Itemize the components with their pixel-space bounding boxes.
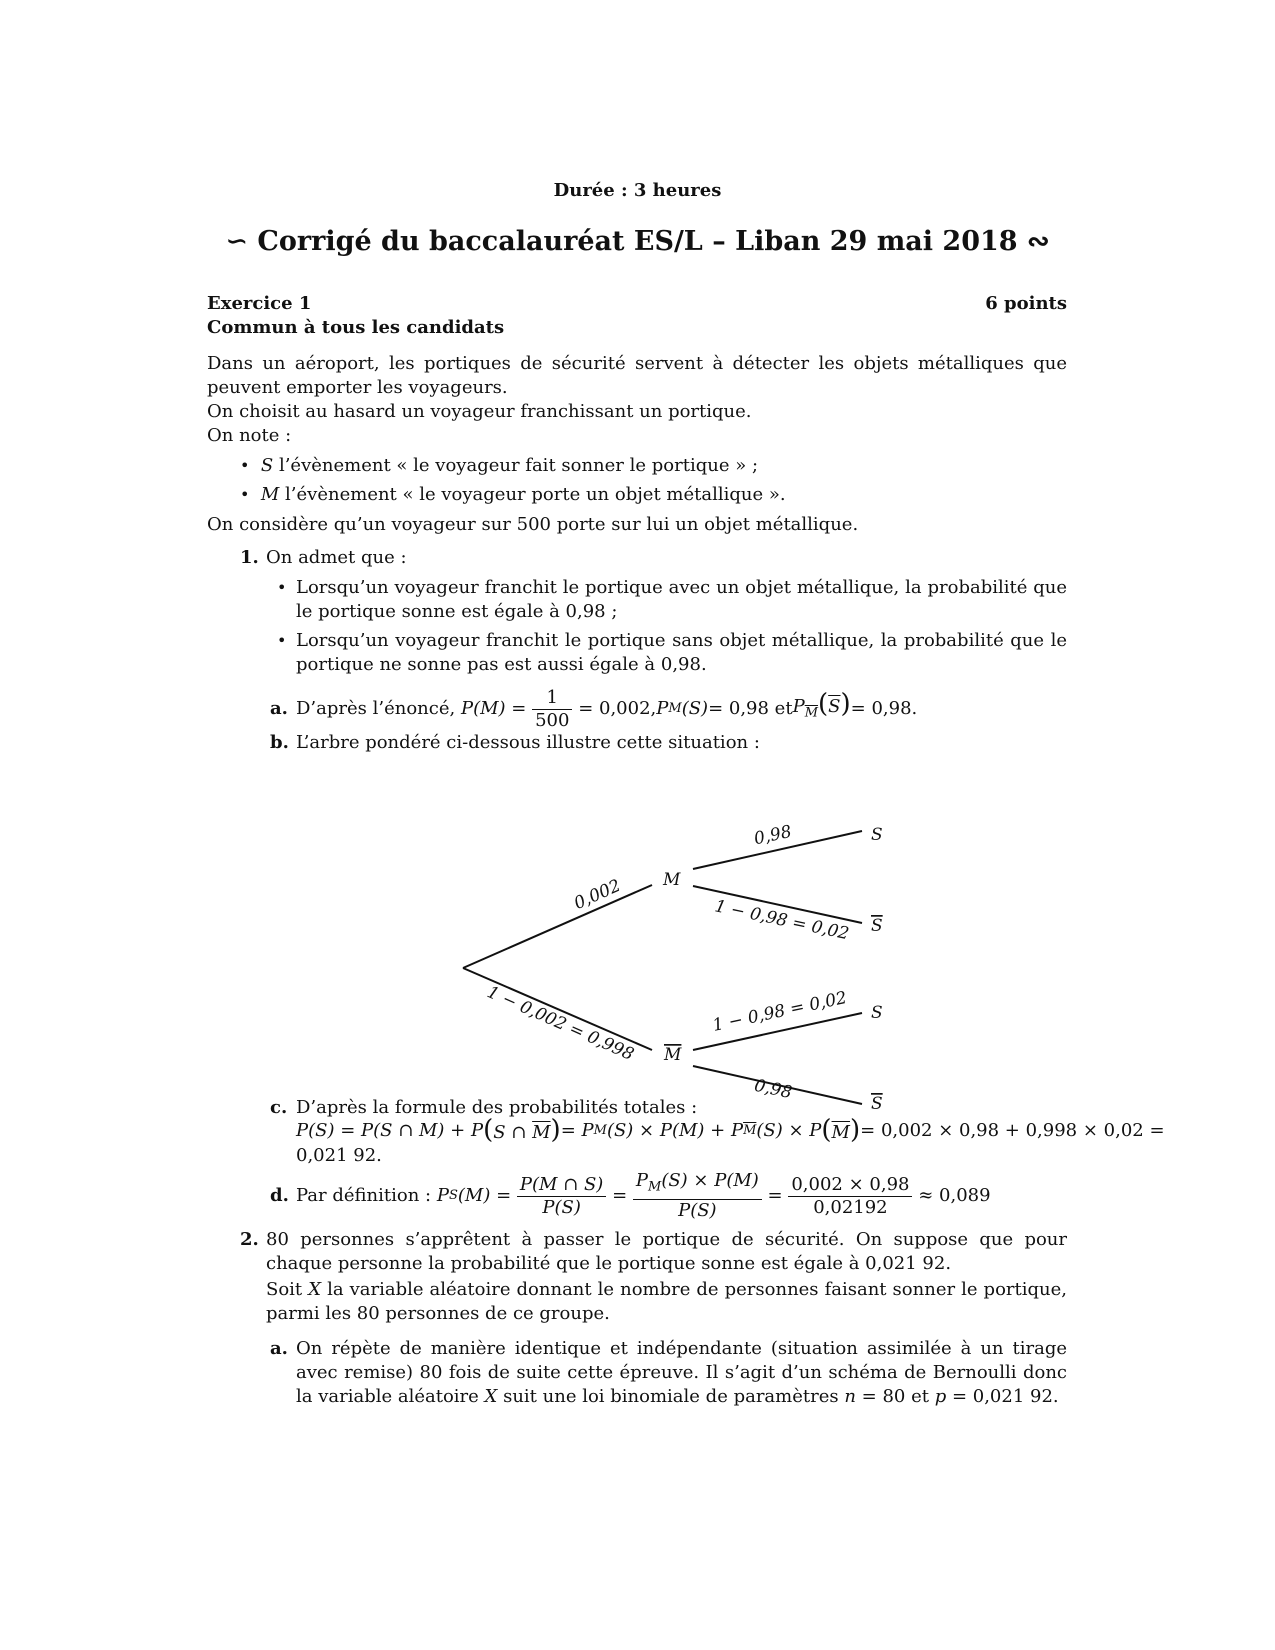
probability-tree xyxy=(0,760,1275,1110)
q1d-lhs: P xyxy=(436,1185,449,1206)
intro-sentence-3: On note : xyxy=(207,425,292,446)
bullet-m-text: l’évènement « le voyageur porte un objet métallique ». xyxy=(279,484,786,505)
q2a-text-4: = 0,021 92. xyxy=(946,1386,1059,1407)
q1-bullet-2-dot: • xyxy=(277,631,287,650)
q1c-pm-sub: M xyxy=(593,1123,607,1138)
leaf-sbar-1: S xyxy=(871,916,883,936)
q1a-text-1: D’après l’énoncé, xyxy=(296,698,456,719)
leaf-s-2: S xyxy=(871,1003,883,1023)
q1-bullet-1: Lorsqu’un voyageur franchit le portique avec un objet métallique, la probabilité que le portique sonne est égale à 0,98 ; xyxy=(296,577,1067,622)
q1-bullet-1-dot: • xyxy=(277,578,287,597)
q2a-variable-x: X xyxy=(484,1386,498,1407)
q1a-numerator: 1 xyxy=(532,687,572,710)
symbol-m: M xyxy=(260,484,280,505)
q1d-fraction-3 xyxy=(788,1174,912,1219)
q1c-formula-part-1: P(S) = P(S ∩ M) + P xyxy=(296,1120,484,1141)
q1c-formula-part-3: (S) × P(M) + P xyxy=(606,1120,744,1141)
q1c-formula-part-4: (S) × P xyxy=(756,1120,822,1141)
q1a-pm-s-arg: (S) xyxy=(681,698,709,719)
q1b-label: b. xyxy=(270,732,289,753)
q1d-f2-num-sub: M xyxy=(648,1179,662,1195)
q1c-formula xyxy=(296,1114,1165,1148)
bullet-s-text: l’évènement « le voyageur fait sonner le portique » ; xyxy=(273,455,759,476)
q2a-text xyxy=(296,1337,1067,1409)
exam-duration: Durée : 3 heures xyxy=(553,180,722,201)
symbol-s: S xyxy=(260,455,274,476)
q2-variable-x: X xyxy=(308,1279,322,1300)
q1d-lhs-sub: S xyxy=(448,1188,458,1203)
leaf-s-1: S xyxy=(871,825,883,845)
q1d-fraction-1 xyxy=(517,1174,606,1219)
q1d-f3-den: 0,02192 xyxy=(813,1196,888,1218)
q2a-text-1: On répète de manière identique et indépendante (situation assimilée à un tirage avec remise) 80 fois de suite cette épreuve. Il s’agit d’un schéma de Bernoulli donc la variable aléatoire xyxy=(296,1338,1067,1407)
q2-p2-a: Soit xyxy=(266,1279,309,1300)
q1d-formula: Par définition : P S (M) = $\frac{P(M \cap S)}{P(S)}$ = $\frac{P_M(S) \times P(M)}{P(S)}$ = $\frac{0,002 \times 0,98}{0,02192}$ ≈ 0,089 xyxy=(296,1170,991,1221)
q2a-param-p: p xyxy=(934,1386,947,1407)
q1c-mbar-2: $\overline{M}$ xyxy=(831,1121,850,1143)
q1d-f1-num: P(M ∩ S) xyxy=(517,1174,606,1197)
q1d-label: d. xyxy=(270,1185,289,1206)
q1a-text-4: = 0,98. xyxy=(850,698,918,719)
q1a-label: a. xyxy=(270,698,288,719)
label-m-s: 0,98 xyxy=(752,821,794,850)
q1a-mbar-sub: M xyxy=(804,705,819,721)
q1c-s-inter-mbar: (S ∩ $\overline{M}$) xyxy=(483,1114,561,1145)
q2a-label: a. xyxy=(270,1338,288,1359)
q2a-param-n: n xyxy=(844,1386,856,1407)
q1c-label: c. xyxy=(270,1097,288,1118)
node-mbar: M xyxy=(664,1045,682,1065)
branch-m xyxy=(463,885,652,968)
q1a-text-2: = 0,002, xyxy=(578,698,657,719)
exercise-name: Exercice 1 xyxy=(207,293,312,314)
q1b-text: L’arbre pondéré ci-dessous illustre cette situation : xyxy=(296,732,760,753)
q1c-text: D’après la formule des probabilités totales : xyxy=(296,1097,698,1118)
label-branch-m: 0,002 xyxy=(571,875,624,914)
q1d-result: ≈ 0,089 xyxy=(918,1185,991,1206)
label-branch-mbar: 1 − 0,002 = 0,998 xyxy=(483,982,637,1065)
bullet-s: • S l’évènement « le voyageur fait sonner le portique » ; xyxy=(240,455,759,476)
q1d-text: Par définition : xyxy=(296,1185,432,1206)
q1a-text-3: = 0,98 et xyxy=(708,698,793,719)
label-mbar-s: 1 − 0,98 = 0,02 xyxy=(710,987,849,1036)
q2-number: 2. xyxy=(240,1229,259,1250)
q1a-pm: P(M) = xyxy=(460,698,527,719)
q1a-pm-s: P xyxy=(656,698,669,719)
q1a-pm-s-sub: M xyxy=(668,701,682,716)
q1c-result: 0,021 92. xyxy=(296,1145,382,1166)
q1-bullet-2: Lorsqu’un voyageur franchit le portique sans objet métallique, la probabilité que le portique ne sonne pas est aussi égale à 0,98. xyxy=(296,630,1067,675)
q1a-pmbar-sbar: $P_{\overline{M}}(\overline{S})$ xyxy=(792,689,851,721)
q1-lead: On admet que : xyxy=(266,547,407,568)
q1c-formula-part-5: = 0,002 × 0,98 + 0,998 × 0,02 = xyxy=(860,1120,1165,1141)
q2-paragraph-2 xyxy=(266,1278,1067,1326)
q1d-f3-num: 0,002 × 0,98 xyxy=(788,1174,912,1197)
q1c-p-mbar: $(\overline{M})$ xyxy=(821,1114,861,1145)
q2-paragraph-1: 80 personnes s’apprêtent à passer le portique de sécurité. On suppose que pour chaque personne la probabilité que le portique sonne est égale à 0,021 92. xyxy=(266,1229,1067,1274)
q1-number: 1. xyxy=(240,547,259,568)
q1d-f2-num-rest: (S) × P(M) xyxy=(661,1170,759,1192)
q1d-fraction-2 xyxy=(633,1170,762,1222)
q1d-f2-den: P(S) xyxy=(678,1199,717,1221)
leaf-sbar-2: S xyxy=(871,1094,883,1110)
exercise-audience: Commun à tous les candidats xyxy=(207,317,505,338)
intro-sentence-2: On choisit au hasard un voyageur franchissant un portique. xyxy=(207,401,752,422)
node-m: M xyxy=(663,870,681,890)
exercise-points: 6 points xyxy=(985,293,1067,314)
q2a-text-2: suit une loi binomiale de paramètres xyxy=(497,1386,845,1407)
q1a-denominator: 500 xyxy=(535,709,570,731)
q1d-f2-num: P xyxy=(635,1170,648,1192)
q1c-mbar-sub: $\overline{M}$ xyxy=(743,1123,757,1138)
q1d-f1-den: P(S) xyxy=(542,1196,581,1218)
q1c-mbar-1: $\overline{M}$ xyxy=(532,1121,551,1143)
q1a-sbar: $\overline{S}$ xyxy=(828,696,841,718)
q1d-lhs-arg: (M) = xyxy=(457,1185,512,1206)
label-m-sbar: 1 − 0,98 = 0,02 xyxy=(712,896,851,945)
intro-paragraph: Dans un aéroport, les portiques de sécurité servent à détecter les objets métalliques que peuvent emporter les voyageurs. xyxy=(207,353,1067,398)
q2-p2-b: la variable aléatoire donnant le nombre de personnes faisant sonner le portique, parmi les 80 personnes de ce groupe. xyxy=(266,1279,1067,1324)
intro-sentence-4: On considère qu’un voyageur sur 500 porte sur lui un objet métallique. xyxy=(207,514,859,535)
q1a-fraction xyxy=(532,687,572,732)
label-mbar-sbar: 0,98 xyxy=(752,1075,794,1104)
bullet-m: • M l’évènement « le voyageur porte un objet métallique ». xyxy=(240,484,786,505)
branch-mbar xyxy=(463,968,652,1050)
document-title: ∽ Corrigé du baccalauréat ES/L – Liban 29 mai 2018 ∾ xyxy=(225,226,1050,257)
q2a-text-3: = 80 et xyxy=(855,1386,935,1407)
q1c-formula-part-2: = P xyxy=(560,1120,594,1141)
